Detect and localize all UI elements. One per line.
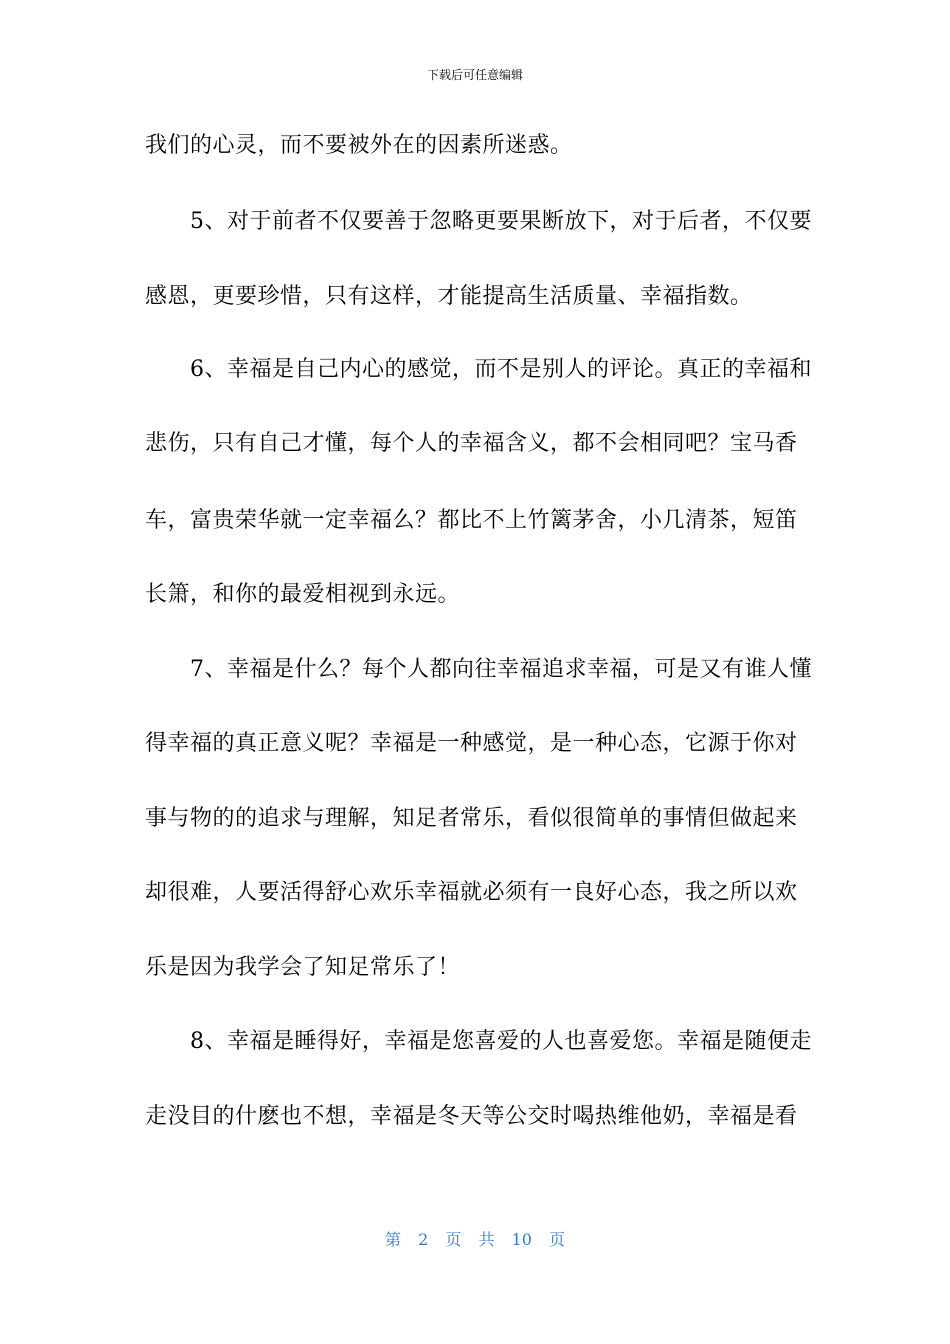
paragraph-line: 事与物的的追求与理解，知足者常乐，看似很简单的事情但做起来 <box>145 806 798 831</box>
paragraph-line: 5、对于前者不仅要善于忽略更要果断放下，对于后者，不仅要 <box>190 209 812 234</box>
paragraph-line: 8、幸福是睡得好，幸福是您喜爱的人也喜爱您。幸福是随便走 <box>190 1029 812 1054</box>
paragraph-line: 感恩，更要珍惜，只有这样，才能提高生活质量、幸福指数。 <box>145 284 753 309</box>
paragraph-line: 得幸福的真正意义呢？幸福是一种感觉，是一种心态，它源于你对 <box>145 731 798 756</box>
paragraph-line: 7、幸福是什么？每个人都向往幸福追求幸福，可是又有谁人懂 <box>190 657 812 682</box>
paragraph-line: 悲伤，只有自己才懂，每个人的幸福含义，都不会相同吧？宝马香 <box>145 431 798 456</box>
paragraph-line: 乐是因为我学会了知足常乐了！ <box>145 955 461 980</box>
paragraph-line: 走没目的什麽也不想，幸福是冬天等公交时喝热维他奶，幸福是看 <box>145 1104 798 1129</box>
page-number-footer <box>0 1229 950 1251</box>
paragraph-line: 6、幸福是自己内心的感觉，而不是别人的评论。真正的幸福和 <box>190 357 812 382</box>
paragraph-line: 长箫，和你的最爱相视到永远。 <box>145 582 461 607</box>
paragraph-line: 车，富贵荣华就一定幸福么？都比不上竹篱茅舍，小几清茶，短笛 <box>145 508 798 533</box>
paragraph-line: 却很难，人要活得舒心欢乐幸福就必须有一良好心态，我之所以欢 <box>145 880 798 905</box>
page-number-text: 第 2 页 共 10 页 <box>385 1230 565 1249</box>
paragraph-line: 我们的心灵，而不要被外在的因素所迷惑。 <box>145 133 573 158</box>
page-header-note: 下载后可任意编辑 <box>426 68 523 82</box>
